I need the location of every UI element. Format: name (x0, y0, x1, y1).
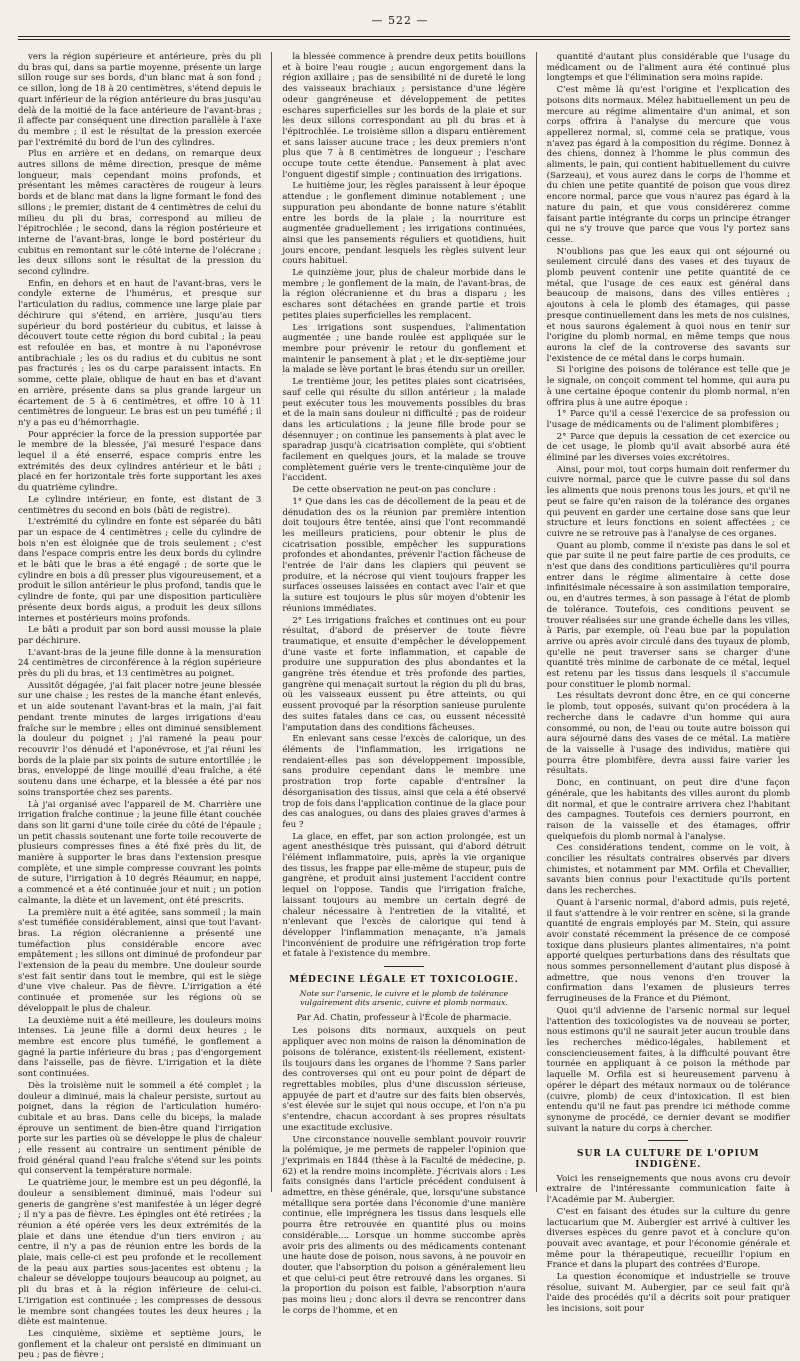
top-rule-double (18, 39, 790, 40)
paragraph: Les irrigations sont suspendues, l'alimentation augmentée ; une bande roulée est appliquée sur le membre pour prévenir le retour du gonflement et maintenir le pansement à plat ; et le dix-septième jour la malade se lève portant le bras étendu sur un oreiller. (282, 322, 526, 376)
paragraph: 1° Parce qu'il a cessé l'exercice de sa profession ou l'usage de médicaments ou de l'aliment plombifères ; (546, 409, 790, 430)
paragraph: quantité d'autant plus considérable que l'usage du médicament ou de l'aliment aura été continué plus longtemps et que l'élimination sera moins rapide. (546, 52, 790, 84)
paragraph: Le trentième jour, les petites plaies sont cicatrisées, sauf celle qui résulte du sillon antérieur ; la malade peut exécuter tous les mouvements possibles du bras et de la main sans douleur ni difficulté ; pas de roideur dans les articulations ; la jeune fille brode pour se désennuyer ; on continue les pansements à plat avec le sparadrap jusqu'à cicatrisation complète, qui s'obtient facilement en quelques jours, et la malade se trouve complètement guérie vers le trente-cinquième jour de l'accident. (282, 377, 526, 484)
columns (18, 52, 790, 1361)
column-3-body (547, 52, 790, 1134)
paragraph: Les résultats devront donc être, en ce qui concerne le plomb, tout opposés, suivant qu'on procédera à la recherche dans le cadavre d'un homme qui aura consommé, ou non, de l'eau ou toute autre boisson qui aura séjourné dans des vases de ce métal. La matière de la vaisselle à l'usage des individus, matière qui pourra être plombifère, devra aussi faire varier les résultats. (546, 691, 790, 777)
paragraph: C'est en faisant des études sur la culture du genre lactucarium que M. Aubergier est arrivé à cultiver les diverses espèces du genre pavot et à conclure qu'on pouvait avec avantage, et pour l'économie générale et même pour la thérapeutique, recueillir l'opium en France et dans la plupart des contrées d'Europe. (546, 1206, 790, 1271)
column-3 (546, 52, 790, 1315)
paragraph: De cette observation ne peut-on pas conclure : (292, 485, 497, 496)
paragraph: Le huitième jour, les règles paraissent à leur époque attendue ; le gonflement diminue notablement ; une suppuration peu abondante de bonne nature s'établit entre les bords de la plaie ; la nourriture est augmentée graduellement ; les irrigations continuées, ainsi que les pansements réguliers et quotidiens, huit jours encore, pendant lesquels les règles suivent leur cours habituel. (282, 181, 526, 267)
paragraph: vers la région supérieure et antérieure, près du pli du bras qui, dans sa partie moyenne, présente un large sillon rouge sur ses bords, d'un blanc mat à son fond ; ce sillon, long de 18 à 20 centimètres, s'étend depuis le quart inférieur de la région antérieure du bras jusqu'au delà de la moitié de la face antérieure de l'avant-bras ; il affecte par conséquent une direction parallèle à l'axe du membre ; il est le résultat de la pression exercée par l'extrémité du bord de l'un des cylindres. (18, 52, 262, 148)
paragraph: Le cylindre intérieur, en fonte, est distant de 3 centimètres du second en bois (bâti de registre). (18, 494, 262, 516)
paragraph: La deuxième nuit a été meilleure, les douleurs moins intenses. La jeune fille a dormi deux heures ; le membre est encore plus tuméfié, le gonflement a gagné la partie inférieure du bras ; pas d'engorgement dans l'aisselle, pas de fièvre. L'irrigation et la diète sont continuées. (18, 1015, 262, 1080)
paragraph: Une circonstance nouvelle semblant pouvoir rouvrir la polémique, je me permets de rappeler l'opinion que j'exprimais en 1844 (thèse à la Faculté de médecine, p. 62) et la rendre moins incomplète. J'écrivais alors : Les faits consignés dans l'article précédent conduisent à admettre, en thèse générale, que, lorsqu'une substance métallique sera portée dans l'économie d'une manière continue, elle imprégnera les tissus dans lesquels elle pourra être retrouvée en quantité plus ou moins considérable.... Lorsque un homme succombe après avoir pris des aliments ou des médicaments contenant une haute dose de poison, nous savons, à ne pouvoir en douter, que l'absorption du poison a généralement lieu et que celui-ci peut être retrouvé dans les organes. Si la proportion du poison est faible, l'absorption n'aura pas moins lieu ; donc alors il devra se rencontrer dans le corps de l'homme, et en (282, 1134, 526, 1316)
paragraph: Pour apprécier la force de la pression supportée par le membre de la blessée, j'ai mesuré l'espace dans lequel il a été enserré, espace compris entre les extrémités des deux cylindres antérieur et le bâti ; placé en fer horizontale très forte supportant les axes du quatrième cylindre. (18, 429, 262, 494)
paragraph: Le quatrième jour, le membre est un peu dégonflé, la douleur a sensiblement diminué, mais l'odeur sui generis de gangrène s'est manifestée à un léger degré ; il n'y a pas de fièvre. Les épingles ont été retirées ; la réunion a été opérée vers les deux extrémités de la plaie et dans une étendue d'un tiers environ ; au centre, il n'y a pas de réunion entre les bords de la plaie, mais celle-ci est peu profonde et le recollement de la peau aux parties sous-jacentes est obtenu ; la chaleur se développe toujours beaucoup au poignet, au pli du bras et à la région inférieure de celui-ci. L'irrigation est continuée ; les compresses de dessous le membre sont changées toutes les deux heures ; la diète est maintenue. (18, 1178, 262, 1328)
paragraph: Donc, en continuant, on peut dire d'une façon générale, que les habitants des villes auront du plomb dit normal, et que le contraire arrivera chez l'habitant des campagnes. Toutefois ces derniers pourront, en raison de la vaisselle et des étamages, offrir quelquefois du plomb normal à l'analyse. (546, 778, 790, 842)
paragraph: En enlevant sans cesse l'excès de calorique, un des éléments de l'inflammation, les irrigations ne rendaient-elles pas son développement impossible, sans produire cependant dans le membre une prostration trop forte capable d'entraîner la désorganisation des tissus, ainsi que cela a été observé trop de fois dans l'application continue de la glace pour des cas analogues, ou dans des plaies graves d'armes à feu ? (282, 734, 526, 830)
paragraph: Quoi qu'il advienne de l'arsenic normal sur lequel l'attention des toxicologistes va de nouveau se porter, nous estimons qu'il ne saurait jeter aucun trouble dans les recherches médico-légales, habilement et consciencieusement faites, à la difficulté pouvant être tournée en appliquant à ce poison la méthode par laquelle M. Orfila est si heureusement parvenu à opérer le départ des métaux normaux ou de tolérance (cuivre, plomb) de ceux d'intoxication. Il est bien entendu qu'il ne faut pas prendre ici méthode comme synonyme de procédé, ce dernier devant se modifier suivant la nature du corps à chercher. (546, 1005, 790, 1134)
paragraph: L'extrémité du cylindre en fonte est séparée du bâti par un espace de 4 centimètres ; celle du cylindre de bois n'en est éloignée que de trois seulement ; c'est dans l'espace compris entre les deux bords du cylindre et le bâti que le bras a été engagé ; de sorte que le cylindre en bois a dû presser plus vigoureusement, et a produit le sillon antérieur le plus profond, tandis que le cylindre de fonte, qui par une disposition particulière présente deux bords aigus, a produit les deux sillons internes et postérieurs moins profonds. (18, 517, 262, 624)
section-heading: SUR LA CULTURE DE L'OPIUM INDIGÈNE. (577, 1149, 760, 1171)
section-subheading: Note sur l'arsenic, le cuivre et le plomb de tolérance vulgairement dits arsenic, cuivre et plomb normaux. (299, 988, 509, 1008)
paragraph: Ces considérations tendent, comme on le voit, à concilier les résultats contraires observés par divers chimistes, et notamment par MM. Orfila et Chevallier, savants bien connus pour l'exactitude qu'ils portent dans les recherches. (546, 843, 790, 897)
page-number: — 522 — (371, 14, 429, 27)
paragraph: Voici les renseignements que nous avons cru devoir extraire de l'intéressante communication faite à l'Académie par M. Aubergier. (546, 1173, 790, 1206)
top-rule (18, 36, 790, 37)
column-divider (536, 52, 537, 1192)
section-divider (384, 966, 424, 967)
column-3-article (547, 1174, 790, 1315)
article-author: Par Ad. Chatin, professeur à l'École de pharmacie. (296, 1011, 512, 1022)
paragraph: N'oublions pas que les eaux qui ont séjourné ou seulement circulé dans des vases et des tuyaux de plomb peuvent contenir une petite quantité de ce métal, que l'usage de ces eaux est général dans beaucoup de maisons, dans des villes entières ; ajoutons à cela le plomb des étamages, qui passe presque continuellement dans les mets de nos cuisines, et nous saurons également à quoi nous en tenir sur l'origine du plomb normal, en même temps que nous aurons la clef de la controverse des savants sur l'existence de ce métal dans le corps humain. (546, 246, 790, 364)
column-2 (282, 52, 526, 1316)
paragraph: 2° Parce que depuis la cessation de cet exercice ou de cet usage, le plomb qu'il avait absorbé aura été éliminé par les diverses voies excrétoires. (546, 431, 790, 464)
section-divider (648, 1140, 688, 1141)
paragraph: 1° Que dans les cas de décollement de la peau et de dénudation des os la réunion par première intention doit toujours être tentée, ainsi que l'ont recommandé les meilleurs praticiens, pour obtenir le plus de cicatrisation possible, empêcher les suppurations profondes et abondantes, prévenir l'action fâcheuse de l'entrée de l'air dans les clapiers qui peuvent se produire, et la nécrose qui vient toujours frapper les surfaces osseuses laissées en contact avec l'air et que la suture est toujours le plus sûr moyen d'obtenir les réunions immédiates. (282, 496, 526, 614)
paragraph: Là j'ai organisé avec l'appareil de M. Charrière une irrigation fraîche continue ; la jeune fille étant couchée dans son lit garni d'une toile cirée du côté de l'épaule ; un petit chassis soutenant une forte toile recouverte de plusieurs compresses fines a été fixé près du lit, de manière à supporter le bras dans l'extension presque complète, et une simple compresse couvrant les points de suture, l'irrigation à 10 degrés Réaumur, en nappe, a commencé et a été continuée jour et nuit ; un potion calmante, la diète et un lavement, ont été prescrits. (18, 799, 262, 906)
paragraph: Ainsi, pour moi, tout corps humain doit renfermer du cuivre normal, parce que le cuivre passe du sol dans les aliments que nous prenons tous les jours, et qu'il ne peut se faire qu'en raison de la tolérance des organes qui peuvent en garder une certaine dose sans que leur structure et leurs fonctions en soient affectées ; ce cuivre ne se retrouve pas à l'analyse de ces organes. (546, 464, 790, 539)
column-divider (271, 52, 272, 1192)
paragraph: La question économique et industrielle se trouve résolue, suivant M. Aubergier, par ce seul fait qu'à l'aide des procédés qu'il a décrits soit pour pratiquer les incisions, soit pour (546, 1272, 790, 1315)
paragraph: La glace, en effet, par son action prolongée, est un agent anesthésique très puissant, qui d'abord détruit l'élément inflammatoire, puis, après la vie organique des tissus, les frappe par elle-même de stupeur, puis de gangrène, et produit ainsi justement l'accident contre lequel on l'oppose. Tandis que l'irrigation fraîche, laissant toujours au membre un certain degré de chaleur nécessaire à l'entretien de la vitalité, et n'enlevant que l'excès de calorique qui tend à développer l'inflammation menaçante, n'a jamais l'inconvénient de produire une réfrigération trop forte et fatale à l'existence du membre. (282, 831, 526, 960)
paragraph: C'est même là qu'est l'origine et l'explication des poisons dits normaux. Mélez habituellement un peu de mercure au régime alimentaire d'un animal, et son corps offrira à l'analyse du mercure que vous appellerez normal, si, comme cela se pratique, vous n'avez pas égard à la composition du régime. Donnez à des chiens, donnez à l'homme le plus commun des aliments, le pain, qui contient habituellement du cuivre (Sarzeau), et vous aurez dans le corps de l'homme et du chien une petite quantité de poison que vous direz encore normal, parce que vous n'aurez pas égard à la nature du pain, et que vous considérerez comme faisant partie intégrante du corps un principe étranger qui ne s'y trouve que parce que vous l'y portez sans cesse. (546, 85, 790, 245)
column-2-body (282, 52, 525, 960)
paragraph: Plus en arrière et en dedans, on remarque deux autres sillons de même direction, presque de même longueur, mais cependant moins profonds, et présentant les mêmes caractères de rougeur à leurs bords et de blanc mat dans la ligne formant le fond des sillons ; le premier, distant de 4 centimètres de celui du milieu du pli du bras, correspond au milieu de l'épitrochlée ; le second, dans la région postérieure et interne de l'avant-bras, longe le bord postérieur du cubitus en remontant sur le côté interne de l'olécrane ; les deux sillons sont le résultat de la pression du second cylindre. (18, 149, 262, 278)
paragraph: L'avant-bras de la jeune fille donne à la mensuration 24 centimètres de circonférence à la région supérieure près du pli du bras, et 13 centimètres au poignet. (18, 647, 262, 680)
paragraph: Si l'origine des poisons de tolérance est telle que je le signale, on conçoit comment tel homme, qui aura pu à une certaine époque contenir du plomb normal, n'en offrira plus à une autre époque : (546, 365, 790, 408)
paragraph: Dès la troisième nuit le sommeil a été complet ; la douleur a diminué, mais la chaleur persiste, surtout au poignet, dans la région de l'articulation huméro-cubitale et au bras. Dans celle du biceps, la malade éprouve un sentiment de bien-être quand l'irrigation porte sur les parties où se développe le plus de chaleur ; elle ressent au contraire un sentiment pénible de froid général quand l'eau fraîche s'étend sur les points qui conservent la température normale. (18, 1080, 262, 1177)
paragraph: la blessée commence à prendre deux petits bouillons et à boire l'eau rougie ; aucun engorgement dans la région axillaire ; pas de sensibilité ni de dureté le long des vaisseaux brachiaux ; persistance d'une légère odeur gangréneuse et développement de petites eschares superficielles sur les bords de la plaie et sur les deux sillons correspondant au pli du bras et à l'épitrochlée. Le troisième sillon a disparu entièrement et sans laisser aucune trace ; les deux premiers n'ont plus que 7 à 8 centimètres de longueur ; l'eschare occupe toute cette étendue. Pansement à plat avec l'onguent digestif simple ; continuation des irrigations. (282, 52, 526, 180)
paragraph: Les cinquième, sixième et septième jours, le gonflement et la chaleur ont persisté en diminuant un peu ; pas de fièvre ; (18, 1328, 262, 1361)
paragraph: Quant à l'arsenic normal, d'abord admis, puis rejeté, il faut s'attendre à le voir rentrer en scène, si la grande quantité de engrais employés par M. Stein, qui assure avoir constaté récemment la présence de ce composé toxique dans plusieurs plantes alimentaires, n'a point apporté quelques perturbations dans des résultats que nous sommes personnellement d'autant plus disposé à admettre, que nous venons d'en trouver la confirmation dans l'examen de plusieurs terres ferrugineuses de la France et du Piémont. (546, 897, 790, 1005)
paragraph: La première nuit a été agitée, sans sommeil ; la main s'est tuméfiée considérablement, ainsi que tout l'avant-bras. La région olécranienne a présenté une tuméfaction plus considérable encore avec empâtement ; les sillons ont diminué de profondeur par l'extension de la peau du membre. Une douleur sourde s'est fait sentir dans tout le membre, qui est le siège d'une vive chaleur. Pas de fièvre. L'irrigation a été continuée et promenée sur les régions où se développait le plus de chaleur. (18, 907, 262, 1014)
paragraph: Quant au plomb, comme il n'existe pas dans le sol et que par suite il ne peut faire partie de ces produits, ce n'est que dans des conditions particulières qu'il pourra entrer dans le régime alimentaire à cette dose infinitésimale nécessaire à son assimilation temporaire, ou, en d'autres termes, à son passage à l'état de plomb de tolérance. Toutefois, ces conditions peuvent se trouver réalisées sur une grande échelle dans les villes, à Paris, par exemple, où l'eau bue par la population arrive ou après avoir circulé dans des tuyaux de plomb, qu'elle ne peut traverser sans se charger d'une quantité très minime de carbonate de ce métal, lequel est retenu par les tissus dans lesquels il s'accumule pour constituer le plomb normal. (546, 540, 790, 690)
paragraph: Le quinzième jour, plus de chaleur morbide dans le membre ; le gonflement de la main, de l'avant-bras, de la région olécranienne et du bras a disparu ; les eschares sont détachées en grande partie et trois petites plaies superficielles les remplacent. (282, 268, 526, 321)
paragraph: Le bâti a produit par son bord aussi mousse la plaie par déchirure. (18, 625, 262, 646)
section-heading: MÉDECINE LÉGALE ET TOXICOLOGIE. (289, 975, 519, 986)
column-1 (18, 52, 262, 1361)
paragraph: Les poisons dits normaux, auxquels on peut appliquer avec non moins de raison la dénomination de poisons de tolérance, existent-ils réellement, existent-ils toujours dans les organes de l'homme ? Sans parler des controverses qui ont eu pour point de départ de regrettables mobiles, plus d'une discussion sérieuse, appuyée de part et d'autre sur des faits bien observés, s'est élevée sur le sujet qui nous occupe, et l'on n'a pu s'entendre, chacun accordant à ses propres résultats une exactitude exclusive. (282, 1026, 526, 1133)
paragraph: 2° Les irrigations fraîches et continues ont eu pour résultat, d'abord de préserver de toute fièvre traumatique, et ensuite d'empêcher le développement d'une vaste et forte inflammation, et capable de produire une suppuration des plus abondantes et la gangrène très étendue et très profonde des parties, gangrène qui menaçait surtout la région du pli du bras, où les vaisseaux eussent pu être atteints, ou qui eussent provoqué par la résorption sanieuse purulente des suites fatales dans ce cas, ou eussent nécessité l'amputation dans des conditions fâcheuses. (282, 615, 526, 733)
column-2-article (282, 1026, 525, 1316)
paragraph: Aussitôt dégagée, j'ai fait placer notre jeune blessée sur une chaise ; les restes de la manche étant enlevés, et un aide soutenant l'avant-bras et la main, j'ai fait pendant trente minutes de larges irrigations d'eau fraîche sur le membre ; elles ont diminué sensiblement la douleur du poignet ; j'ai ramené la peau pour recouvrir l'os dénudé et l'aponévrose, et j'ai réuni les bords de la plaie par six points de suture entortillée ; le bras, enveloppé de linge mouillé d'eau fraîche, a été soutenu dans une écharpe, et la blessée a été par nos soins transportée chez ses parents. (18, 680, 262, 798)
paragraph: Enfin, en dehors et en haut de l'avant-bras, vers le condyle externe de l'humérus, et presque sur l'articulation du radius, commence une large plaie par déchirure qui s'étend, en arrière, jusqu'au tiers supérieur du bord postérieur du cubitus, et laisse à découvert toute cette région du bord cubital ; la peau est refoulée en bas, et montre à nu l'aponévrose antibrachiale ; les os du radius et du cubitus ne sont pas fracturés ; les os du carpe paraissent intacts. En somme, cette plaie, oblique de haut en bas et d'avant en arrière, présente dans sa plus grande largeur un écartement de 5 à 6 centimètres, et offre 10 à 11 centimètres de longueur. Le bras est un peu tuméfié ; il n'y a pas eu d'hémorrhagie. (18, 278, 262, 428)
